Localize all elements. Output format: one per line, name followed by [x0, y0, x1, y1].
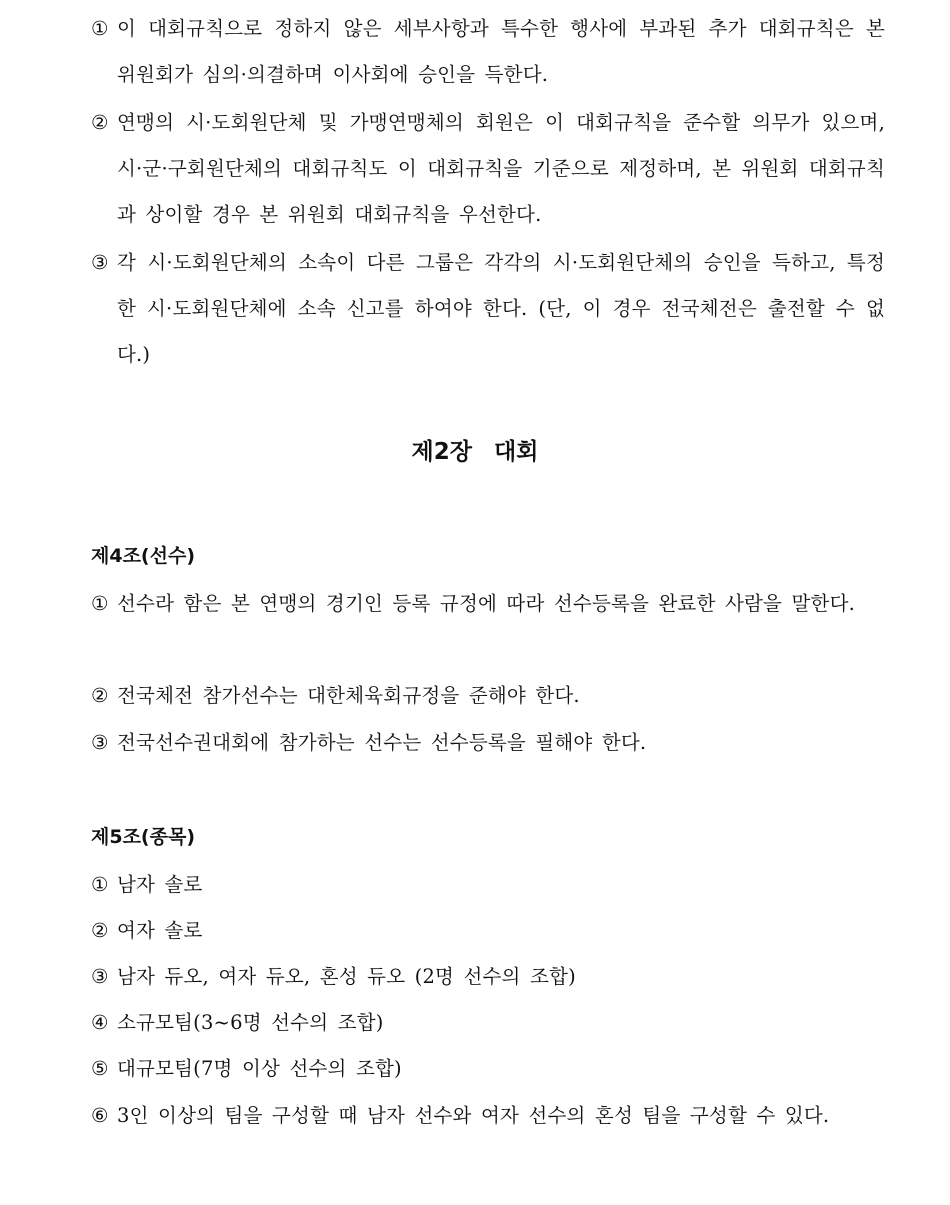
clause-number: ⑥	[91, 1104, 109, 1127]
clause-number: ①	[91, 592, 109, 615]
clause-number: ③	[91, 251, 109, 274]
intro-clause-3	[91, 240, 885, 378]
clause-number: ②	[91, 684, 109, 707]
article-5-clause-4	[91, 1000, 885, 1046]
clause-text: 전국체전 참가선수는 대한체육회규정을 준해야 한다.	[117, 684, 580, 707]
clause-number: ①	[91, 17, 109, 40]
article-5-clause-1	[91, 862, 885, 908]
article-4-clause-3	[91, 720, 885, 766]
article-5-clause-5	[91, 1046, 885, 1092]
clause-text: 연맹의 시·도회원단체 및 가맹연맹체의 회원은 이 대회규칙을 준수할 의무가 있으며, 시·군·구회원단체의 대회규칙도 이 대회규칙을 기준으로 제정하며, 본 위원회 대회규칙과 상이할 경우 본 위원회 대회규칙을 우선한다.	[117, 111, 885, 226]
clause-text: 각 시·도회원단체의 소속이 다른 그룹은 각각의 시·도회원단체의 승인을 득하고, 특정한 시·도회원단체에 소속 신고를 하여야 한다. (단, 이 경우 전국체전은 출전할 수 없다.)	[117, 251, 885, 366]
article-5-clause-3	[91, 954, 885, 1000]
clause-number: ④	[91, 1011, 109, 1034]
clause-text: 이 대회규칙으로 정하지 않은 세부사항과 특수한 행사에 부과된 추가 대회규칙은 본 위원회가 심의·의결하며 이사회에 승인을 득한다.	[117, 17, 885, 86]
clause-number: ③	[91, 731, 109, 754]
clause-text: 소규모팀(3~6명 선수의 조합)	[117, 1011, 384, 1034]
clause-text: 대규모팀(7명 이상 선수의 조합)	[117, 1057, 402, 1080]
article-5-clause-6	[91, 1093, 885, 1139]
clause-number: ③	[91, 965, 109, 988]
clause-number: ①	[91, 873, 109, 896]
clause-number: ②	[91, 919, 109, 942]
article-4-clause-1	[91, 581, 885, 627]
clause-text: 여자 솔로	[117, 919, 203, 942]
clause-text: 3인 이상의 팀을 구성할 때 남자 선수와 여자 선수의 혼성 팀을 구성할 수 있다.	[117, 1104, 830, 1127]
clause-text: 전국선수권대회에 참가하는 선수는 선수등록을 필해야 한다.	[117, 731, 647, 754]
article-4-title: 제4조(선수)	[91, 545, 196, 567]
clause-number: ②	[91, 111, 109, 134]
article-5-title: 제5조(종목)	[91, 826, 196, 848]
article-4-clause-2	[91, 673, 885, 719]
clause-number: ⑤	[91, 1057, 109, 1080]
intro-clause-1	[91, 6, 885, 98]
article-5-clause-2	[91, 908, 885, 954]
clause-text: 남자 듀오, 여자 듀오, 혼성 듀오 (2명 선수의 조합)	[117, 965, 576, 988]
clause-text: 선수라 함은 본 연맹의 경기인 등록 규정에 따라 선수등록을 완료한 사람을 말한다.	[117, 592, 856, 615]
clause-text: 남자 솔로	[117, 873, 203, 896]
chapter-title: 제2장 대회	[411, 439, 539, 465]
intro-clause-2	[91, 100, 885, 238]
